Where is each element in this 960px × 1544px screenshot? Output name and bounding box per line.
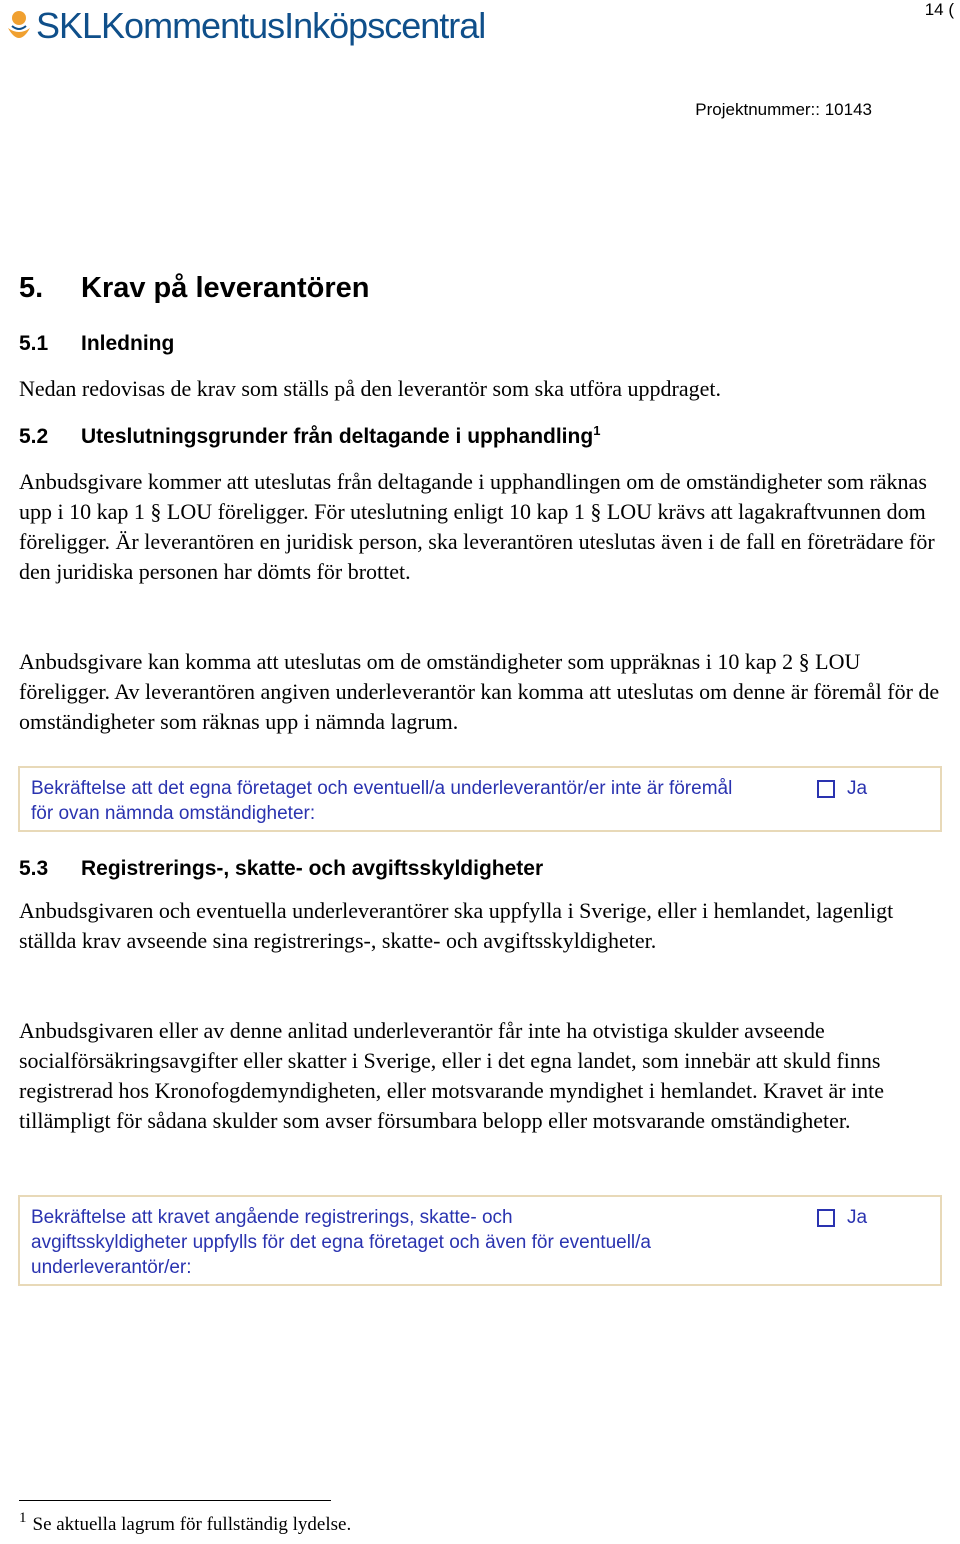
subsection-title: Uteslutningsgrunder från deltagande i upphandling: [81, 425, 594, 448]
footnote: [19, 1510, 351, 1536]
subsection-number: 5.3: [19, 857, 49, 880]
registration-paragraph-1: Anbudsgivaren och eventuella underleverantörer ska uppfylla i Sverige, eller i hemlandet, lagenligt ställda krav avseende sina registrerings-, skatte- och avgiftsskyldigheter.: [19, 898, 894, 953]
section-title: Krav på leverantören: [81, 272, 370, 304]
registration-paragraph-2: Anbudsgivaren eller av denne anlitad underleverantör får inte ha otvistiga skulder avseende socialförsäkringsavgifter eller skatter i Sverige, eller i det egna landet, som innebär att skuld finns registrerad hos Kronofogdemyndigheten, eller motsvarande myndighet i hemlandet. Kravet är inte tillämpligt för sådana skulder som avser försumbara belopp eller motsvarande omständigheter.: [19, 1018, 885, 1133]
company-logo: [6, 4, 485, 48]
confirm-checkbox-label: Ja: [847, 1207, 868, 1228]
exclusion-paragraph-2: Anbudsgivare kan komma att uteslutas om de omständigheter som uppräknas i 10 kap 2 § LOU föreligger. Av leverantören angiven underleverantör kan komma att uteslutas om denne är föremål för de omständigheter som räknas upp i nämnda lagrum.: [19, 649, 940, 734]
page-number: 14 (: [924, 0, 954, 19]
confirmation-text: Bekräftelse att kravet angående registrerings, skatte- och avgiftsskyldigheter uppfylls för det egna företaget och även för eventuell/a underleverantör/er:: [31, 1207, 651, 1278]
subsection-heading: [19, 332, 174, 356]
intro-paragraph: Nedan redovisas de krav som ställs på den leverantör som ska utföra uppdraget.: [19, 376, 721, 401]
confirm-checkbox-label: Ja: [847, 778, 868, 799]
subsection-number: 5.2: [19, 425, 49, 448]
confirmation-box-exclusion: [18, 766, 942, 832]
confirm-checkbox[interactable]: [817, 780, 835, 798]
subsection-heading: [19, 425, 600, 449]
footnote-divider: [19, 1500, 331, 1501]
footnote-number: 1: [19, 1510, 27, 1526]
subsection-heading: [19, 857, 543, 881]
exclusion-paragraph-1: Anbudsgivare kommer att uteslutas från deltagande i upphandlingen om de omständigheter som räknas upp i 10 kap 1 § LOU föreligger. För uteslutning enligt 10 kap 1 § LOU krävs att lagakraftvunnen dom föreligger. Är leverantören en juridisk person, ska leverantören uteslutas även i de fall en företrädare för den juridiska personen har dömts för brottet.: [19, 469, 935, 584]
project-number: Projektnummer:: 10143: [695, 100, 872, 119]
section-heading: [19, 272, 370, 305]
confirm-checkbox[interactable]: [817, 1209, 835, 1227]
subsection-title: Inledning: [81, 332, 175, 355]
subsection-number: 5.1: [19, 332, 49, 355]
confirmation-box-registration: [18, 1195, 942, 1286]
subsection-title: Registrerings-, skatte- och avgiftsskyldigheter: [81, 857, 544, 880]
footnote-text: Se aktuella lagrum för fullständig lydelse.: [32, 1514, 352, 1535]
logo-text: SKLKommentusInköpscentral: [36, 5, 486, 46]
confirmation-text: Bekräftelse att det egna företaget och eventuell/a underleverantör/er inte är föremål för ovan nämnda omständigheter:: [31, 778, 733, 824]
section-number: 5.: [19, 272, 44, 304]
footnote-reference[interactable]: 1: [593, 423, 601, 438]
logo-mark-icon: [6, 8, 32, 44]
